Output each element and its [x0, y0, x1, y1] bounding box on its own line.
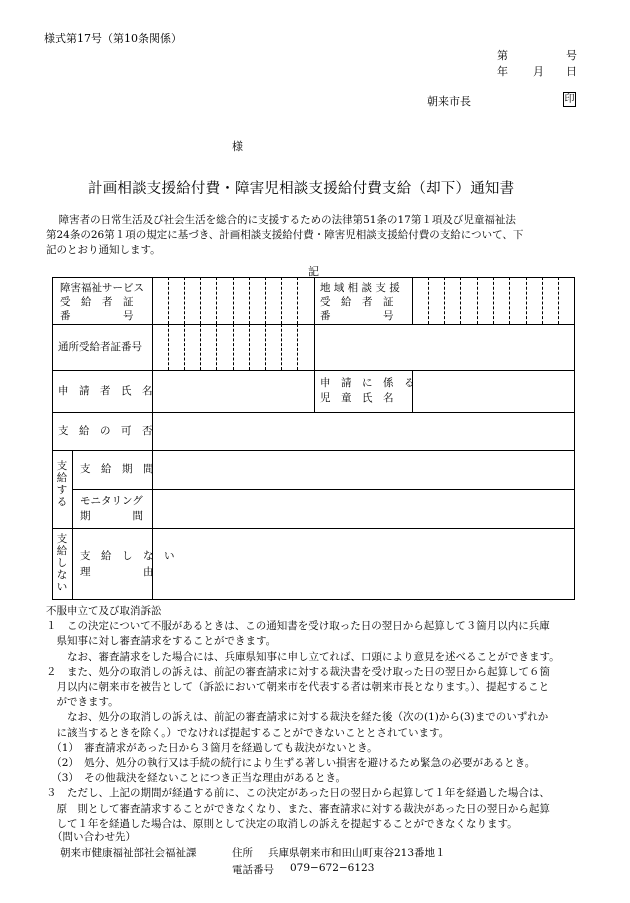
contact-address-label: 住所 [232, 847, 253, 859]
digit-divider [233, 324, 234, 370]
digit-divider [249, 324, 250, 370]
digit-divider [477, 277, 478, 324]
deny-group-label: 支給しない [56, 533, 68, 593]
notes-line: なお、処分の取消しの訴えは、前記の審査請求に対する裁決を経た後（次の(1)から(3)までのいずれか [46, 711, 549, 724]
tsusho-cert-label: 通所受給者証番号 [58, 341, 142, 353]
seal-mark: 印 [564, 94, 575, 105]
service-cert-label-1: 障害福祉サービス [60, 282, 144, 294]
digit-divider [265, 277, 266, 324]
digit-divider [233, 277, 234, 324]
digit-divider [509, 277, 510, 324]
digit-divider [168, 277, 169, 324]
date-month: 月 [533, 65, 544, 78]
table-rule [314, 277, 315, 324]
contact-address: 兵庫県朝来市和田山町東谷213番地１ [268, 847, 446, 859]
digit-divider [184, 324, 185, 370]
intro-line-3: 記のとおり通知します。 [46, 244, 161, 256]
ki-label: 記 [308, 265, 319, 278]
contact-phone: 079−672−6123 [290, 862, 375, 874]
child-name-label-1: 申 請 に 係 る [320, 377, 415, 389]
notes-line: （2） 処分、処分の執行又は手続の続行により生ずる著しい損害を避けるため緊急の必要があるとき。 [46, 757, 536, 770]
notes-line: １ この決定について不服があるときは、この通知書を受け取った日の翌日から起算して３箇月以内に兵庫 [46, 620, 550, 633]
notes-line: 月以内に朝来市を被告として（訴訟において朝来市を代表する者は朝来市長となります。）、提起すること [46, 681, 550, 694]
applicant-name-label: 申 請 者 氏 名 [58, 385, 153, 397]
consult-cert-label-1: 地 域 相 談 支 援 [320, 282, 400, 294]
digit-divider [184, 277, 185, 324]
service-cert-label-3: 番 号 [60, 310, 134, 322]
notes-line: して１年を経過した場合は、原則として決定の取消しの訴えを提起することができなくなります。 [46, 817, 518, 830]
approve-group-label: 支給する [56, 460, 68, 508]
notes-line: 原 則として審査請求することができなくなり、また、審査請求に対する裁決があった日の翌日から起算 [46, 802, 550, 815]
approval-label: 支 給 の 可 否 [58, 425, 153, 437]
appeal-notes [46, 604, 591, 832]
table-rule [52, 450, 575, 451]
digit-divider [200, 324, 201, 370]
deny-reason-label-1: 支 給 し な い [80, 550, 175, 562]
deny-reason-label-2: 理 由 [80, 566, 154, 578]
recipient-suffix: 様 [232, 140, 243, 153]
date-day: 日 [566, 65, 577, 78]
consult-cert-label-3: 番 号 [320, 310, 394, 322]
digit-divider [297, 324, 298, 370]
notes-line: に該当するときを除く。）でなければ提起することができないこととされています。 [46, 726, 450, 739]
monitoring-label-2: 期 間 [80, 510, 143, 522]
date-year: 年 [497, 65, 508, 78]
table-rule [314, 370, 315, 412]
digit-divider [216, 324, 217, 370]
contact-heading: （問い合わせ先） [52, 831, 136, 843]
child-name-label-2: 児 童 氏 名 [320, 392, 394, 404]
notes-heading: 不服申立て及び取消訴訟 [46, 605, 162, 617]
document-title: 計画相談支援給付費・障害児相談支援給付費支給（却下）通知書 [88, 181, 515, 197]
digit-divider [558, 277, 559, 324]
notes-line: （3） その他裁決を経ないことにつき正当な理由があるとき。 [46, 772, 347, 785]
intro-line-2: 第24条の26第１項の規定に基づき、計画相談支援給付費・障害児相談支援給付費の支給について、下 [46, 229, 524, 241]
digit-divider [216, 277, 217, 324]
table-rule [72, 489, 575, 490]
consult-cert-label-2: 受 給 者 証 [320, 296, 394, 308]
intro-line-1: 障害者の日常生活及び社会生活を総合的に支援するための法律第51条の17第１項及び児童福祉法 [58, 214, 516, 226]
digit-divider [542, 277, 543, 324]
digit-divider [444, 277, 445, 324]
digit-divider [168, 324, 169, 370]
digit-divider [297, 277, 298, 324]
notes-line: なお、審査請求をした場合には、兵庫県知事に申し立てれば、口頭により意見を述べることができます。 [46, 650, 560, 663]
contact-phone-label: 電話番号 [232, 864, 274, 876]
notes-line: ができます。 [46, 696, 119, 709]
notes-line: ３ ただし、上記の期間が経過する前に、この決定があった日の翌日から起算して１年を経過した場合は、 [46, 787, 550, 800]
notes-line: （1） 審査請求があった日から３箇月を経過しても裁決がないとき。 [46, 741, 378, 754]
digit-divider [281, 324, 282, 370]
table-rule [314, 324, 315, 370]
contact-dept: 朝来市健康福祉部社会福祉課 [60, 847, 197, 859]
issuer-name: 朝来市長 [427, 95, 471, 108]
notes-line: ２ また、処分の取消しの訴えは、前記の審査請求に対する裁決書を受け取った日の翌日から起算して６箇 [46, 665, 550, 678]
form-number: 様式第17号（第10条関係） [44, 32, 182, 45]
monitoring-label-1: モニタリング [80, 495, 143, 507]
service-cert-label-2: 受 給 者 証 [60, 296, 134, 308]
notes-line: 県知事に対し審査請求をすることができます。 [46, 635, 277, 648]
digit-divider [526, 277, 527, 324]
intro-paragraph [46, 213, 586, 258]
digit-divider [249, 277, 250, 324]
table-rule [52, 528, 575, 529]
table-rule [52, 412, 575, 413]
doc-number-go: 号 [566, 49, 577, 62]
doc-number-dai: 第 [497, 49, 508, 62]
digit-divider [281, 277, 282, 324]
period-label: 支 給 期 間 [80, 463, 154, 475]
digit-divider [200, 277, 201, 324]
digit-divider [460, 277, 461, 324]
table-rule [412, 277, 413, 324]
digit-divider [428, 277, 429, 324]
digit-divider [493, 277, 494, 324]
digit-divider [265, 324, 266, 370]
table-rule [72, 450, 73, 600]
